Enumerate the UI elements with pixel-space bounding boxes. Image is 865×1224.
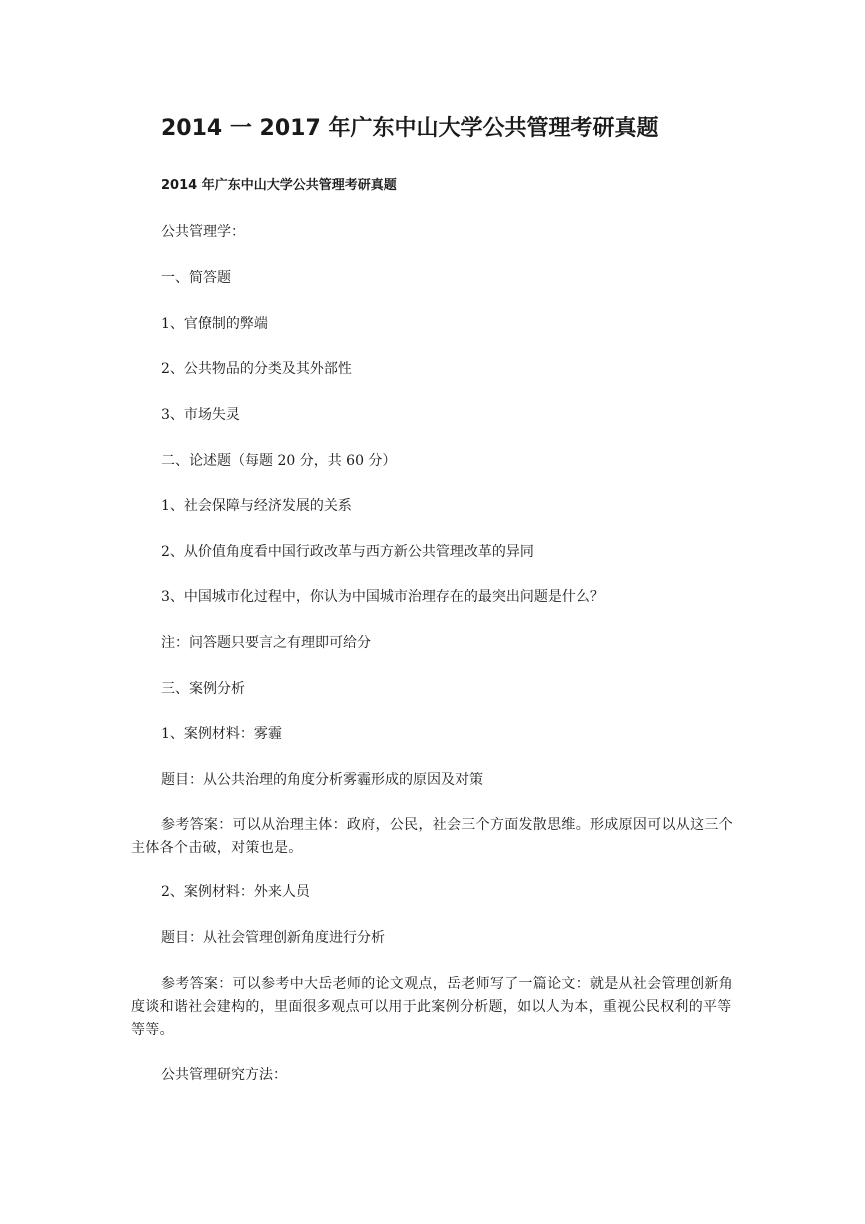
- question-item: 1、官僚制的弊端: [161, 316, 268, 332]
- question-item: 2、公共物品的分类及其外部性: [161, 361, 352, 377]
- reference-answer: 参考答案：可以参考中大岳老师的论文观点，岳老师写了一篇论文：就是从社会管理创新角度谈和谐社会建构的，里面很多观点可以用于此案例分析题，如以人为本，重视公民权利的平等等等。: [131, 976, 733, 1038]
- reference-answer: 参考答案：可以从治理主体：政府，公民，社会三个方面发散思维。形成原因可以从这三个主体各个击破，对策也是。: [131, 817, 733, 856]
- question-item: 3、市场失灵: [161, 407, 240, 423]
- document-title: 2014 一 2017 年广东中山大学公共管理考研真题: [161, 116, 659, 141]
- document-subtitle: 2014 年广东中山大学公共管理考研真题: [161, 178, 397, 193]
- case-material: 2、案例材料：外来人员: [161, 884, 310, 900]
- section-heading-essay: 二、论述题（每题 20 分，共 60 分）: [161, 453, 397, 469]
- section-label-public-management: 公共管理学：: [161, 224, 245, 240]
- question-item: 2、从价值角度看中国行政改革与西方新公共管理改革的异同: [161, 544, 534, 560]
- section-heading-short-answer: 一、简答题: [161, 270, 231, 286]
- case-question: 题目：从社会管理创新角度进行分析: [161, 930, 385, 946]
- note-text: 注：问答题只要言之有理即可给分: [161, 635, 371, 651]
- question-item: 1、社会保障与经济发展的关系: [161, 498, 352, 514]
- section-heading-case-analysis: 三、案例分析: [161, 681, 245, 697]
- question-item: 3、中国城市化过程中，你认为中国城市治理存在的最突出问题是什么？: [161, 589, 604, 605]
- case-question: 题目：从公共治理的角度分析雾霾形成的原因及对策: [161, 772, 483, 788]
- section-label-research-methods: 公共管理研究方法：: [161, 1067, 287, 1083]
- case-material: 1、案例材料：雾霾: [161, 726, 282, 742]
